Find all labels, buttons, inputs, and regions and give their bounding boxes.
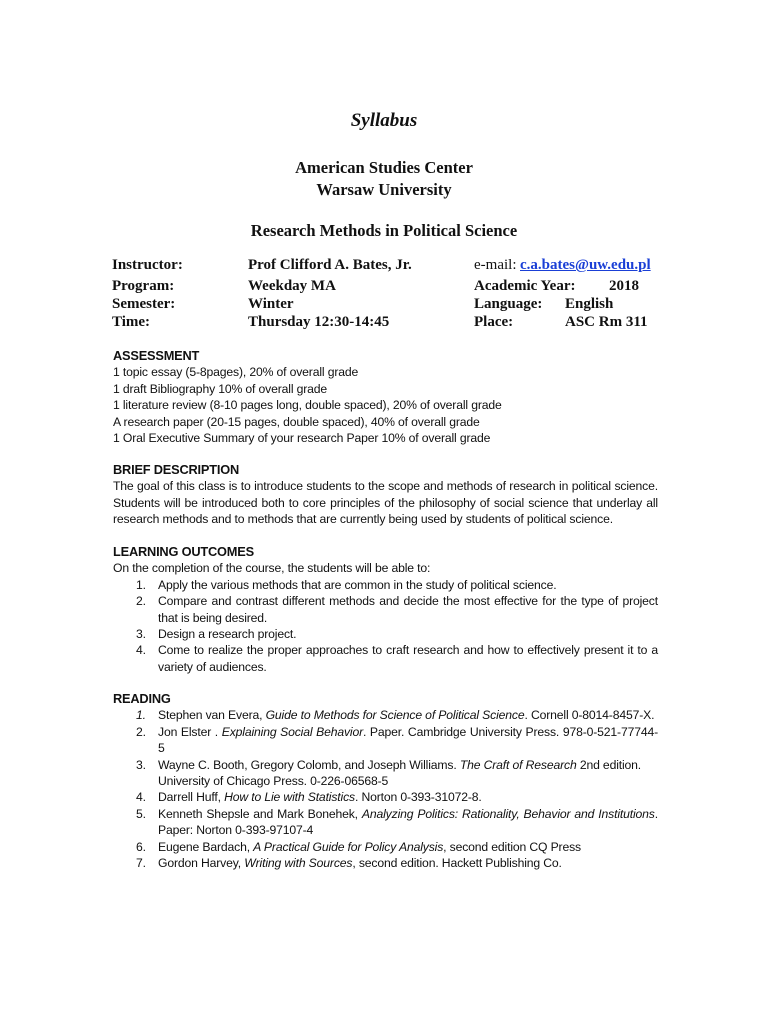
reading-publisher: . Paper. Cambridge University Press. 978-0-521-77744-5 (158, 724, 659, 756)
program-value: Weekday MA (248, 278, 336, 294)
reading-publisher: , second edition. Hackett Publishing Co. (352, 856, 562, 871)
reading-number: 4. (136, 790, 146, 805)
reading-publisher: . Paper: Norton 0-393-97107-4 (158, 806, 658, 838)
reading-item (113, 757, 658, 790)
reading-author: Jon Elster . (158, 724, 222, 739)
time-value: Thursday 12:30-14:45 (248, 314, 390, 330)
reading-item (113, 707, 658, 723)
assessment-line: 1 draft Bibliography 10% of overall grade (113, 381, 328, 396)
assessment-line: A research paper (20-15 pages, double spaced), 40% of overall grade (113, 414, 480, 429)
year-label: Academic Year: (474, 278, 576, 294)
reading-number: 3. (136, 757, 146, 772)
center-name: American Studies Center (295, 158, 473, 177)
outcome-text: Design a research project. (158, 627, 297, 642)
outcome-item (113, 577, 658, 593)
reading-item (113, 724, 658, 757)
reading-publisher: 2nd edition. University of Chicago Press. 0-226-06568-5 (158, 757, 642, 789)
reading-publisher: . Cornell 0-8014-8457-X. (524, 708, 655, 723)
reading-book-title: Explaining Social Behavior (221, 724, 363, 739)
assessment-line: 1 topic essay (5-8pages), 20% of overall grade (113, 365, 359, 380)
info-row-instructor (0, 257, 768, 277)
reading-item (113, 839, 658, 855)
info-row-time (0, 314, 768, 334)
university-name: Warsaw University (316, 180, 452, 199)
place-label: Place: (474, 314, 514, 330)
reading-number: 2. (136, 724, 146, 739)
brief-description-section (113, 462, 658, 528)
outcome-item (113, 626, 658, 642)
reading-section (113, 691, 658, 871)
year-value: 2018 (609, 278, 639, 294)
reading-author: Kenneth Shepsle and Mark Bonehek, (158, 806, 362, 821)
assessment-section (113, 348, 658, 446)
reading-publisher: . Norton 0-393-31072-8. (354, 790, 482, 805)
assessment-line: 1 literature review (8-10 pages long, double spaced), 20% of overall grade (113, 398, 502, 413)
reading-author: Darrell Huff, (158, 790, 225, 805)
language-value: English (565, 296, 614, 312)
time-label: Time: (112, 314, 151, 330)
brief-description-text: The goal of this class is to introduce students to the scope and methods of research in political science. Students will be introduced both to core principles of the philosophy of social science that underlay all research methods and to methods that are currently being used by students of political science. (113, 479, 658, 527)
outcome-item (113, 593, 658, 626)
reading-number: 6. (136, 839, 146, 854)
reading-book-title: The Craft of Research (459, 757, 577, 772)
reading-author: Stephen van Evera, (158, 708, 266, 723)
reading-heading: READING (113, 691, 171, 706)
reading-number: 5. (136, 806, 146, 821)
reading-item (113, 855, 658, 871)
reading-item (113, 789, 658, 805)
reading-item (113, 806, 658, 839)
course-title: Research Methods in Political Science (250, 221, 518, 240)
assessment-heading: ASSESSMENT (113, 348, 200, 363)
reading-number: 7. (136, 856, 146, 871)
outcome-text: Come to realize the proper approaches to craft research and how to effectively present it to a variety of audiences. (158, 643, 658, 674)
outcome-text: Compare and contrast different methods and decide the most effective for the type of project that is being desired. (158, 594, 658, 625)
info-row-semester (0, 296, 768, 316)
outcome-number: 3. (136, 627, 146, 642)
semester-label: Semester: (112, 296, 176, 312)
language-label: Language: (474, 296, 543, 312)
place-value: ASC Rm 311 (565, 314, 648, 330)
brief-description-heading: BRIEF DESCRIPTION (113, 462, 239, 477)
assessment-line: 1 Oral Executive Summary of your research Paper 10% of overall grade (113, 431, 491, 446)
program-label: Program: (112, 278, 175, 294)
reading-book-title: Writing with Sources (244, 856, 353, 871)
info-row-program (0, 278, 768, 298)
outcome-number: 4. (136, 643, 146, 658)
document-title: Syllabus (350, 110, 418, 131)
outcome-number: 1. (136, 577, 146, 592)
reading-book-title: Analyzing Politics: Rationality, Behavior and Institutions (361, 806, 655, 821)
learning-outcomes-section (113, 544, 658, 675)
instructor-label: Instructor: (112, 257, 183, 273)
email-label: e-mail: (474, 257, 517, 273)
email-link[interactable]: c.a.bates@uw.edu.pl (520, 257, 651, 273)
reading-number: 1. (136, 708, 146, 723)
outcome-item (113, 642, 658, 675)
outcome-number: 2. (136, 594, 146, 609)
instructor-value: Prof Clifford A. Bates, Jr. (248, 257, 412, 273)
reading-book-title: Guide to Methods for Science of Political Science (265, 708, 525, 723)
reading-publisher: , second edition CQ Press (443, 839, 581, 854)
reading-author: Eugene Bardach, (158, 839, 254, 854)
semester-value: Winter (248, 296, 294, 312)
reading-author: Wayne C. Booth, Gregory Colomb, and Joseph Williams. (158, 757, 460, 772)
reading-book-title: A Practical Guide for Policy Analysis (253, 839, 444, 854)
learning-outcomes-heading: LEARNING OUTCOMES (113, 544, 254, 559)
outcome-text: Apply the various methods that are common in the study of political science. (158, 577, 557, 592)
learning-outcomes-intro: On the completion of the course, the students will be able to: (113, 561, 431, 576)
reading-author: Gordon Harvey, (158, 856, 245, 871)
reading-book-title: How to Lie with Statistics (224, 790, 355, 805)
